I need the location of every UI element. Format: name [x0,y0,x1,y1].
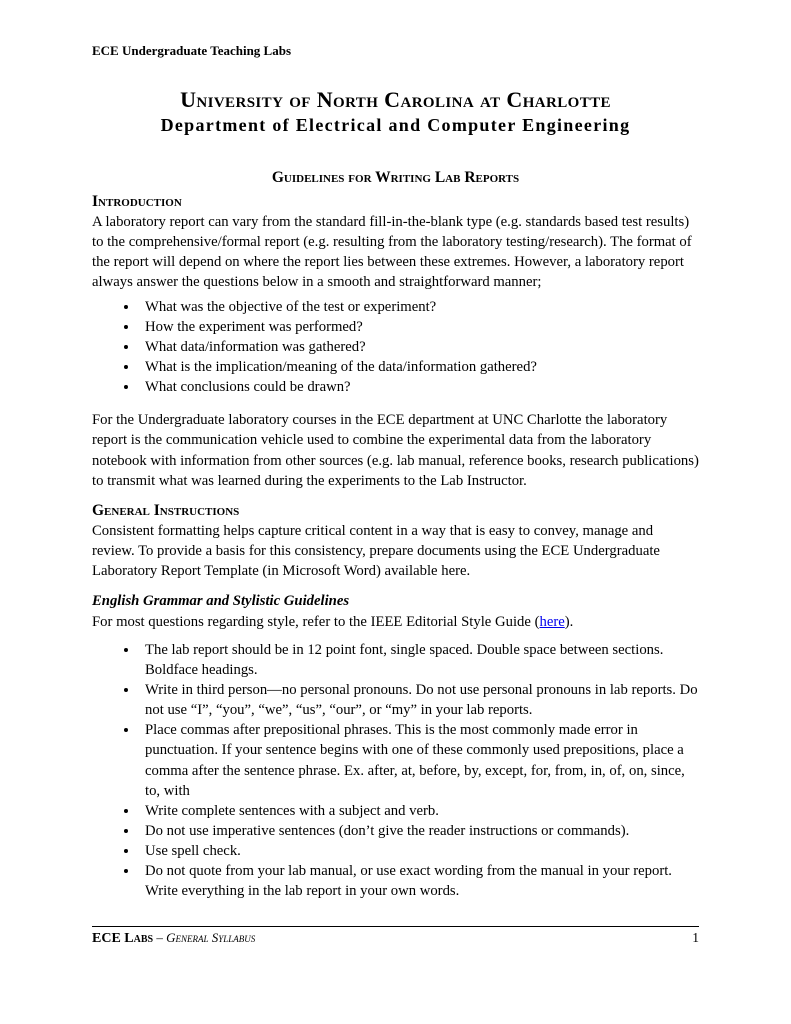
general-instructions-heading: General Instructions [92,501,240,519]
intro-paragraph-2: For the Undergraduate laboratory courses in the ECE department at UNC Charlotte the laboratory report is the communication vehicle used to combine the experimental data from the laboratory notebook with information from other sources (e.g. lab manual, reference books, research publications) to transmit what was learned during the experiments to the Lab Instructor. [92,412,699,489]
department-title: Department of Electrical and Computer Engineering [160,115,631,136]
page-footer [92,926,699,947]
list-item: • What data/information was gathered? [139,337,699,357]
footer-doc-name: ECE Labs [92,931,154,946]
guidelines-heading: Guidelines for Writing Lab Reports [271,169,520,187]
style-guide-text-before: For most questions regarding style, refer to the IEEE Editorial Style Guide ( [92,613,540,630]
general-paragraph-1: Consistent formatting helps capture critical content in a way that is easy to convey, manage and review. To provide a basis for this consistency, prepare documents using the ECE Undergraduate Laboratory Report Template (in Microsoft Word) available here. [92,523,660,580]
list-item: • Do not quote from your lab manual, or use exact wording from the manual in your report. Write everything in the lab report in your own words. [139,861,699,901]
intro-bullet-list [92,297,699,398]
doc-header-label: ECE Undergraduate Teaching Labs [92,43,292,58]
list-item: • Do not use imperative sentences (don’t give the reader instructions or commands). [139,821,699,841]
list-item: • Place commas after prepositional phrases. This is the most commonly made error in punctuation. If your sentence begins with one of these commonly used prepositions, place a comma after the sentence phrase. Ex. after, at, before, by, except, for, from, in, of, on, since, to, with [139,720,699,801]
footer-doc-subtitle: – General Syllabus [156,930,256,945]
list-item: • What was the objective of the test or experiment? [139,297,699,317]
style-guide-line [92,612,699,632]
list-item: • How the experiment was performed? [139,317,699,337]
introduction-heading: Introduction [92,192,182,210]
style-guide-text-after: ). [564,613,574,630]
list-item: • Write complete sentences with a subject and verb. [139,801,699,821]
general-bullet-list [92,640,699,902]
list-item: • The lab report should be in 12 point font, single spaced. Double space between sections. Boldface headings. [139,640,699,680]
page-number: 1 [692,930,699,945]
ieee-style-guide-link[interactable]: here [539,613,565,630]
footer-left [92,930,255,947]
list-item: • What is the implication/meaning of the data/information gathered? [139,357,699,377]
list-item: • What conclusions could be drawn? [139,377,699,397]
list-item: • Write in third person—no personal pronouns. Do not use personal pronouns in lab reports. Do not use “I”, “you”, “we”, “us”, “our”, or “my” in your lab reports. [139,680,699,720]
university-title: University of North Carolina at Charlotte [180,86,611,112]
list-item: • Use spell check. [139,841,699,861]
grammar-guidelines-subheading: English Grammar and Stylistic Guidelines [92,593,350,610]
intro-paragraph-1: A laboratory report can vary from the standard fill-in-the-blank type (e.g. standards based test results) to the comprehensive/formal report (e.g. resulting from the laboratory testing/research). The format of the report will depend on where the report lies between these extremes. However, a laboratory report always answer the questions below in a smooth and straightforward manner; [92,213,692,291]
